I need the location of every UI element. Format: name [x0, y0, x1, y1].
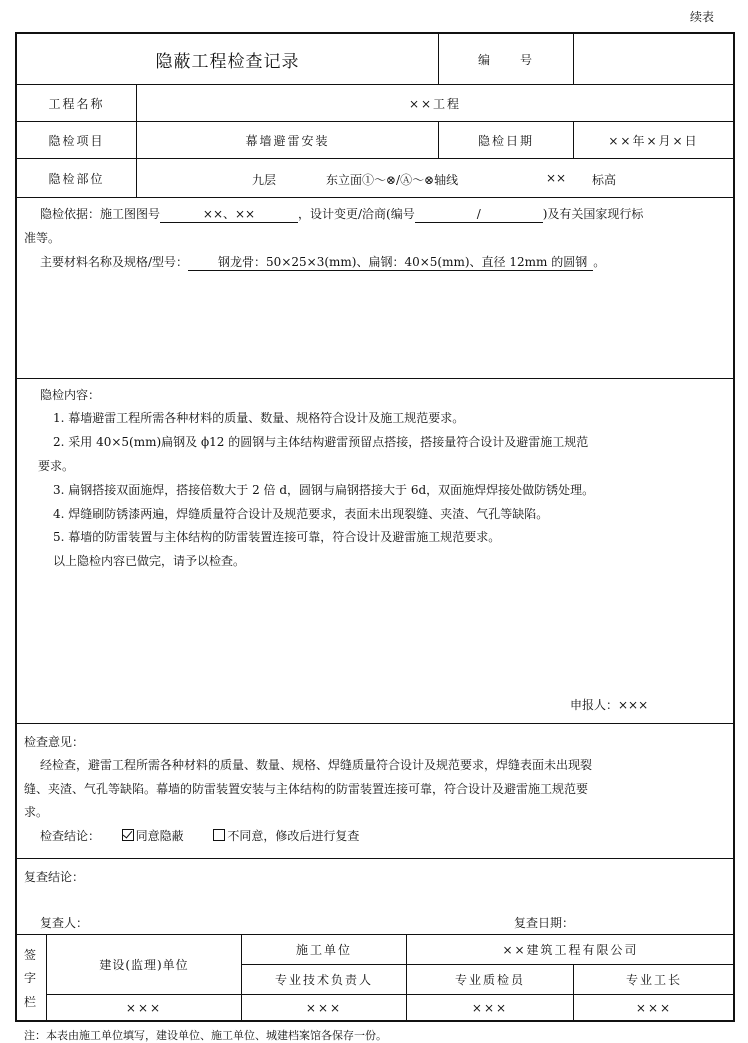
number-label: 编 号	[477, 52, 534, 67]
foreman-signature[interactable]: ×××	[635, 1000, 673, 1015]
tech-lead-signature[interactable]: ×××	[305, 1000, 343, 1015]
project-name-label: 工程名称	[48, 96, 105, 111]
opinion-line-1: 经检查，避雷工程所需各种材料的质量、数量、规格、焊缝质量符合设计及规范要求，焊缝表面未出现裂	[40, 758, 593, 772]
inspection-date-value: ××年×月×日	[608, 133, 699, 148]
conclusion-line: 检查结论： 同意隐蔽 不同意，修改后进行复查	[40, 829, 360, 843]
foreman-label: 专业工长	[625, 973, 682, 987]
location-elevation-label: 标高	[592, 173, 617, 187]
sign-side-label-2: 字	[24, 971, 37, 985]
recheck-person-label: 复查人：	[40, 916, 89, 930]
inspection-date-label: 隐检日期	[477, 133, 534, 148]
disagree-label: 不同意，修改后进行复查	[227, 829, 360, 843]
content-item-5: 5. 幕墙的防雷装置与主体结构的防雷装置连接可靠，符合设计及避雷施工规范要求。	[53, 530, 501, 544]
footnote: 注：本表由施工单位填写，建设单位、施工单位、城建档案馆各保存一份。	[24, 1029, 387, 1042]
form-title: 隐蔽工程检查记录	[155, 51, 300, 72]
basis-line: 隐检依据：施工图图号 ××、×× ，设计变更/洽商(编号 / )及有关国家现行标	[40, 207, 644, 221]
content-item-1: 1. 幕墙避雷工程所需各种材料的质量、数量、规格符合设计及施工规范要求。	[53, 411, 465, 425]
contractor-name: ××建筑工程有限公司	[502, 943, 639, 957]
content-item-2-cont: 要求。	[38, 459, 75, 473]
inspection-item-label: 隐检项目	[48, 133, 105, 148]
location-elevation-value: ××	[546, 171, 567, 185]
supervision-signature[interactable]: ×××	[125, 1000, 163, 1015]
inspection-location-label: 隐检部位	[48, 171, 105, 186]
contractor-label: 施工单位	[295, 943, 352, 957]
location-axis: 东立面①～⊗/Ⓐ～⊗轴线	[326, 173, 459, 187]
content-closing: 以上隐检内容已做完，请予以检查。	[53, 554, 246, 568]
qc-signature[interactable]: ×××	[471, 1000, 509, 1015]
change-number-field[interactable]: /	[415, 207, 543, 223]
location-floor: 九层	[252, 173, 277, 187]
content-item-3: 3. 扁钢搭接双面施焊，搭接倍数大于 2 倍 d，圆钢与扁钢搭接大于 6d，双面施焊焊接处做防锈处理。	[53, 483, 595, 497]
content-heading: 隐检内容：	[40, 388, 101, 402]
content-item-2: 2. 采用 40×5(mm)扁钢及 ϕ12 的圆钢与主体结构避雷预留点搭接，搭接量符合设计及避雷施工规范	[53, 435, 589, 449]
material-field[interactable]: 钢龙骨：50×25×3(mm)、扁钢：40×5(mm)、直径 12mm 的圆钢	[188, 255, 593, 271]
recheck-date-label: 复查日期：	[514, 916, 575, 930]
content-item-4: 4. 焊缝刷防锈漆两遍，焊缝质量符合设计及规范要求，表面未出现裂缝、夹渣、气孔等缺陷。	[53, 507, 549, 521]
inspection-item-value: 幕墙避雷安装	[245, 133, 330, 148]
drawing-number-field[interactable]: ××、××	[160, 207, 298, 223]
supervision-unit-label: 建设(监理)单位	[99, 958, 189, 972]
disagree-checkbox[interactable]	[213, 829, 225, 841]
opinion-line-3: 求。	[24, 805, 49, 819]
qc-label: 专业质检员	[454, 973, 525, 987]
agree-checkbox[interactable]	[122, 829, 134, 841]
number-field[interactable]	[574, 34, 733, 84]
basis-line-2: 准等。	[24, 231, 61, 245]
continued-label: 续表	[690, 10, 715, 24]
applicant: 申报人：×××	[570, 698, 649, 712]
sign-side-label-3: 栏	[24, 995, 37, 1009]
project-name-value: ××工程	[408, 96, 462, 111]
opinion-line-2: 缝、夹渣、气孔等缺陷。幕墙的防雷装置安装与主体结构的防雷装置连接可靠，符合设计及避雷施工规范要	[24, 782, 589, 796]
agree-label: 同意隐蔽	[135, 829, 184, 843]
sign-side-label-1: 签	[24, 948, 37, 962]
tech-lead-label: 专业技术负责人	[274, 973, 373, 987]
material-line: 主要材料名称及规格/型号： 钢龙骨：50×25×3(mm)、扁钢：40×5(mm)、直径 12mm 的圆钢 。	[40, 255, 606, 269]
recheck-heading: 复查结论：	[24, 870, 85, 884]
opinion-heading: 检查意见：	[24, 735, 85, 749]
